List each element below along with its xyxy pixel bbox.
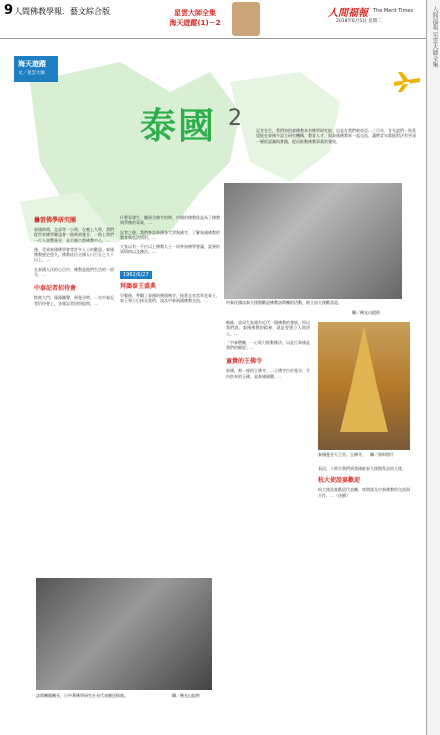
pagoda-shape — [318, 322, 410, 450]
middle-column — [120, 215, 220, 303]
author-portrait — [232, 2, 260, 36]
date-label: 1962/6/27 — [120, 271, 152, 279]
paragraph: 大家以有一千位以上佛教人士一同參加佛學會議，說到的事情的以及佛法。… — [120, 244, 220, 255]
section-heading-4: 杭大使設宴歡迎 — [318, 477, 361, 485]
paragraph: 後，受到泰國佛學會等許多人士的歡迎。泰國佛教歷史悠久，佛教徒佔全國人口百分之九十以上，… — [34, 246, 114, 263]
right-column — [226, 320, 310, 379]
paragraph: 看這，十時半我們到我國駐泰大使館拜訪杭大使。 — [318, 466, 406, 471]
section-heading-1: 曇雲佛學研究團 — [34, 217, 77, 224]
photo-caption: 泰國曼谷大王宮、玉佛寺。 — [318, 452, 366, 457]
paper-logo: 人間福報 — [328, 8, 368, 19]
paragraph: 泰國時間，北部等一小時，在晚上九時，我們從世界佛學聯誼會一路飛到曼谷，一路上我們一行人遊覽曼谷，是名勝古都佛教中心，… — [34, 227, 114, 243]
column-tag: 海天遊蹤 文／星雲大師 — [14, 56, 58, 82]
paragraph: 早餐後，參觀了泰國的幾個佛寺，接著去皇宮拜見泰王，泰王和王后接見我們，談及中泰兩國佛教交流，… — [120, 292, 220, 304]
page-number: 9 — [4, 3, 14, 18]
photo-embassy-reception — [224, 183, 402, 299]
title-main: 泰國 — [140, 106, 217, 147]
page-header — [0, 0, 440, 42]
paragraph: 「中泰僧團，一心致力推動佛法，以此行泰國是我們的願望」… — [226, 339, 310, 351]
paragraph: 記者之後，我們參訪泰國各大學與佛寺，了解泰國佛教的教育與弘法情形。… — [120, 229, 220, 240]
issue-date: 2018年6月5日 星期二 — [336, 19, 382, 24]
intro-text: 記者先生，我們知的東佛教本有佛學研究院，這是在我們東南亞…三百年，甘先說們一致希望能在泰國多設立研究機構，教育人才，與泰國佛教界一起交流，讓僧青年都能對法有更深一層的認識與實踐，從而推動佛教事業的發展。 — [256, 128, 416, 144]
section-title: 人間佛教學報．藝文綜合版 — [14, 7, 110, 16]
date-heading: 拜謁泰王盛典 — [120, 282, 157, 290]
paragraph: 軌跡，並向大家報告近代一個佛教的發展，所以我們說，泰國佛教的精神，就是要建立人間淨土，… — [226, 320, 310, 336]
photo-caption: 中泰民國訪泰大使館歡迎佛教訪問團的活動，前立訪大使歡喜迎。 — [226, 300, 342, 305]
paragraph: 泰國，那一座的王佛寺，…王佛寺位於曼谷，寺內供奉的玉佛，是泰國國寶，… — [226, 368, 310, 379]
section-heading-2: 中泰記者招待會 — [34, 285, 77, 293]
photo-visit-group — [36, 578, 212, 690]
paragraph: 杭大使設宴歡迎代表團，席間談及中泰佛教的交流與合作，…（待續） — [318, 487, 410, 498]
title-number: 2 — [228, 106, 242, 131]
photo-credit: 攝／佛光山提供 — [352, 310, 380, 315]
left-column — [34, 215, 114, 306]
section-heading-3: 童貴的王佛寺 — [226, 358, 263, 366]
airplane-icon — [392, 70, 422, 98]
photo-emerald-buddha-temple — [318, 322, 410, 450]
series-title: 星雲大師全集 海天遊蹤(1)－2 — [169, 9, 221, 27]
paper-english: The Merit Times — [373, 8, 414, 14]
side-strip: 人間福報 星雲大師全集 — [426, 0, 440, 735]
paragraph: 在泰國人民的心目中，佛教是他們生活的一部分，… — [34, 266, 114, 278]
header-rule — [0, 38, 426, 39]
photo-caption: 訪問團總團長，日中華佛學研究社長代表贈送經典。 — [36, 693, 128, 698]
photo-credit: 攝／佛光山提供 — [172, 693, 200, 698]
paragraph: 什麼事發生，聽到全佛寺的時，中國的佛教徒是為了佛教與學佛的事業，… — [120, 215, 220, 226]
right-column-lower — [318, 466, 410, 498]
paragraph: 跨進大門，隆隆鑼聲，到曼谷時，…在中泰記者招待會上，各報記者紛紛提問，… — [34, 295, 114, 306]
photo-credit: 攝／資料照片 — [370, 452, 394, 457]
